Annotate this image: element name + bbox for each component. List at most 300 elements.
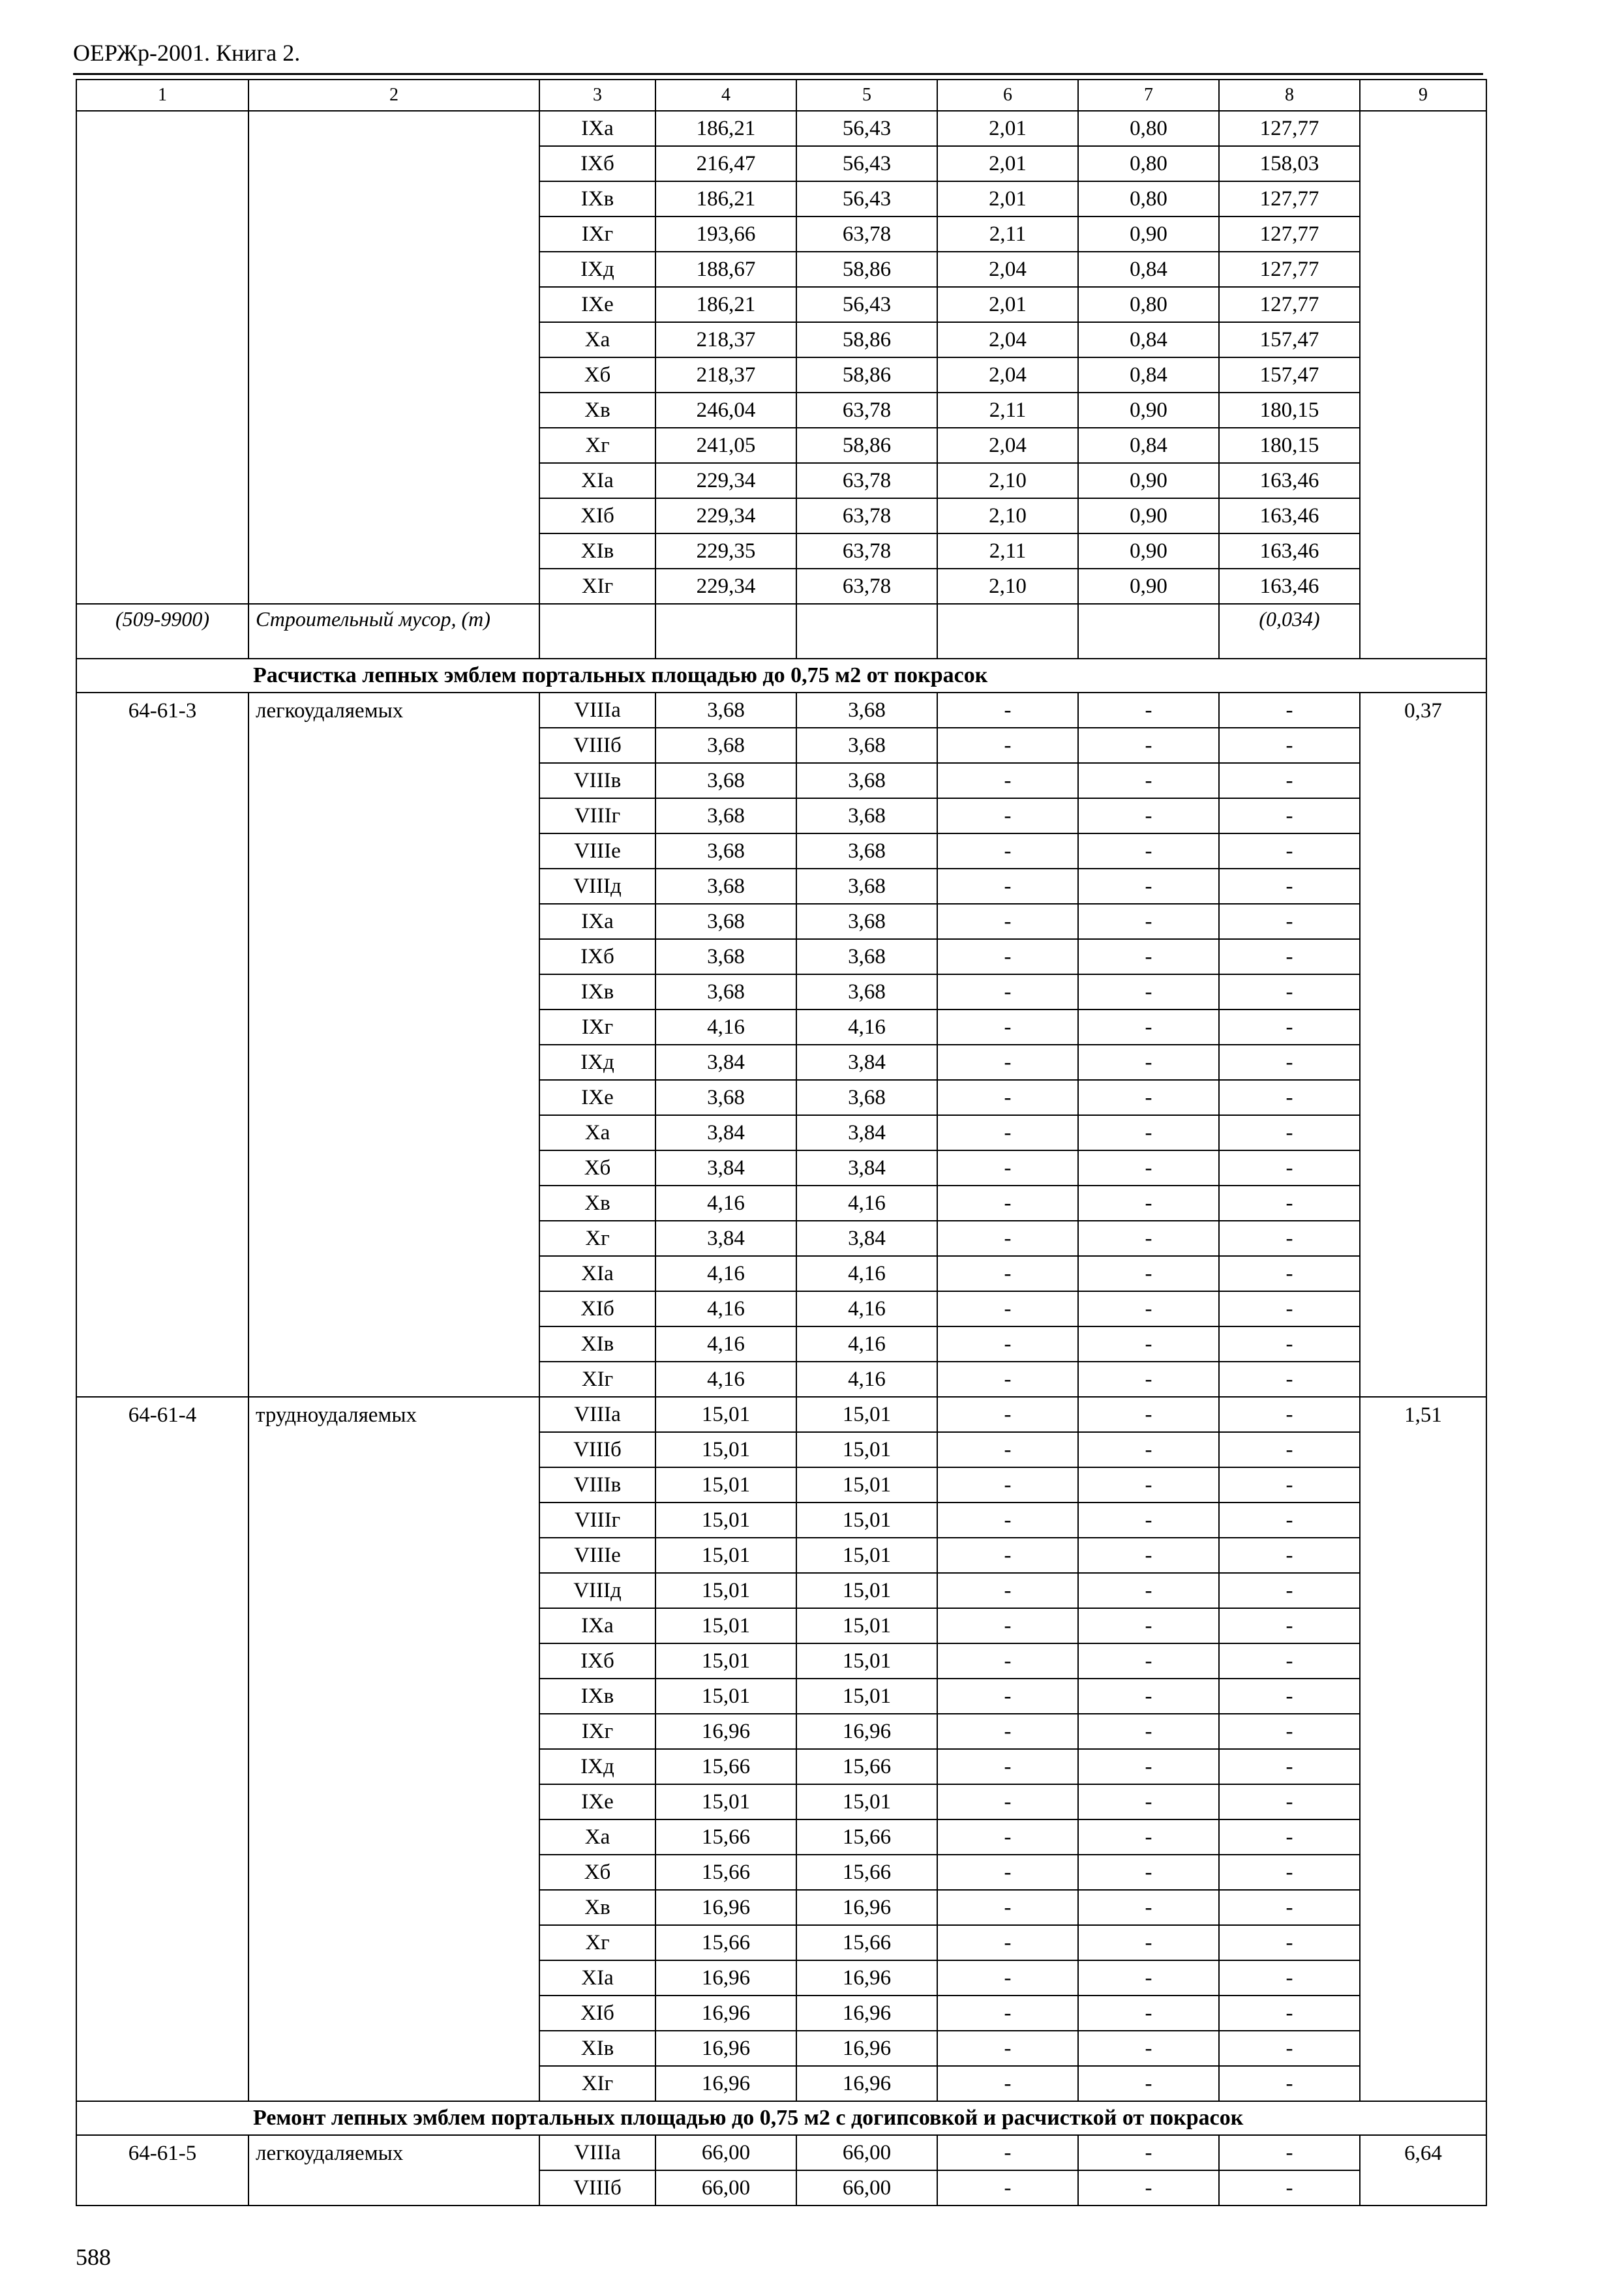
cell-direct-costs: 15,01 bbox=[655, 1397, 796, 1432]
cell-labor-wages: 3,68 bbox=[796, 728, 937, 763]
table-row bbox=[76, 693, 1486, 728]
cell-labor-wages: 4,16 bbox=[796, 1326, 937, 1362]
cell-materials: - bbox=[1219, 833, 1360, 869]
cell-materials: - bbox=[1219, 2031, 1360, 2066]
cell-machinist-wages: - bbox=[1078, 1326, 1219, 1362]
cell-labor-wages: 15,01 bbox=[796, 1538, 937, 1573]
cell-machine-operation: 2,04 bbox=[937, 252, 1078, 287]
cell-direct-costs: 229,34 bbox=[655, 463, 796, 498]
cell-region-class: IXд bbox=[539, 1749, 655, 1784]
column-number: 8 bbox=[1219, 80, 1360, 111]
cell-direct-costs: 229,34 bbox=[655, 569, 796, 604]
column-number: 1 bbox=[76, 80, 248, 111]
cell-direct-costs: 3,68 bbox=[655, 833, 796, 869]
cell-materials: - bbox=[1219, 1291, 1360, 1326]
cell-materials: - bbox=[1219, 1362, 1360, 1397]
cell-materials: - bbox=[1219, 939, 1360, 974]
cell-direct-costs: 3,84 bbox=[655, 1115, 796, 1150]
cell-labor-wages: 63,78 bbox=[796, 533, 937, 569]
cell-materials: - bbox=[1219, 1115, 1360, 1150]
cell-direct-costs: 246,04 bbox=[655, 393, 796, 428]
waste-row bbox=[76, 604, 1486, 659]
cell-labor-wages: 58,86 bbox=[796, 252, 937, 287]
cell-region-class: IXа bbox=[539, 1608, 655, 1643]
cell-machinist-wages: - bbox=[1078, 1608, 1219, 1643]
cell-labor-wages: 66,00 bbox=[796, 2135, 937, 2170]
column-number: 2 bbox=[248, 80, 539, 111]
cell-machine-operation: - bbox=[937, 1996, 1078, 2031]
cell-direct-costs: 3,84 bbox=[655, 1150, 796, 1186]
cell-region-class: XIб bbox=[539, 1291, 655, 1326]
cell-region-class: Xб bbox=[539, 357, 655, 393]
cell-machinist-wages: - bbox=[1078, 2135, 1219, 2170]
cell-materials: - bbox=[1219, 1150, 1360, 1186]
cell-machine-operation: - bbox=[937, 1749, 1078, 1784]
cell-labor-wages: 15,66 bbox=[796, 1855, 937, 1890]
cell-machinist-wages: - bbox=[1078, 904, 1219, 939]
cell-machinist-wages: - bbox=[1078, 1256, 1219, 1291]
cell-labor-wages: 15,01 bbox=[796, 1784, 937, 1819]
cell-machine-operation: - bbox=[937, 2170, 1078, 2206]
cell-machinist-wages: 0,84 bbox=[1078, 252, 1219, 287]
cell-materials: - bbox=[1219, 1643, 1360, 1679]
cell-region-class: XIа bbox=[539, 1960, 655, 1996]
cell-machine-operation: 2,01 bbox=[937, 111, 1078, 146]
cell-labor-wages: 15,01 bbox=[796, 1573, 937, 1608]
cell-direct-costs: 3,68 bbox=[655, 728, 796, 763]
cell-direct-costs: 229,34 bbox=[655, 498, 796, 533]
cell-labor-wages: 4,16 bbox=[796, 1010, 937, 1045]
cell-region-class: XIв bbox=[539, 1326, 655, 1362]
cell-region-class: XIг bbox=[539, 1362, 655, 1397]
cell-direct-costs: 16,96 bbox=[655, 2066, 796, 2101]
cell-region-class: IXд bbox=[539, 1045, 655, 1080]
norms-table-container bbox=[76, 79, 1486, 2206]
cell-labor-wages: 15,66 bbox=[796, 1819, 937, 1855]
empty-cell bbox=[937, 604, 1078, 659]
cell-machine-operation: - bbox=[937, 1643, 1078, 1679]
cell-labor-wages: 15,01 bbox=[796, 1679, 937, 1714]
cell-machine-operation: - bbox=[937, 1010, 1078, 1045]
cell-region-class: VIIIе bbox=[539, 1538, 655, 1573]
column-number: 7 bbox=[1078, 80, 1219, 111]
cell-labor-wages: 3,68 bbox=[796, 974, 937, 1010]
cell-region-class: VIIIг bbox=[539, 1503, 655, 1538]
cell-machine-operation: - bbox=[937, 1397, 1078, 1432]
cell-machine-operation: - bbox=[937, 974, 1078, 1010]
cell-labor-wages: 56,43 bbox=[796, 146, 937, 181]
cell-machine-operation: 2,10 bbox=[937, 569, 1078, 604]
cell-machinist-wages: - bbox=[1078, 2066, 1219, 2101]
cell-materials: 127,77 bbox=[1219, 217, 1360, 252]
cell-machinist-wages: - bbox=[1078, 1643, 1219, 1679]
cell-materials: 157,47 bbox=[1219, 357, 1360, 393]
cell-machinist-wages: - bbox=[1078, 939, 1219, 974]
column-number-row bbox=[76, 80, 1486, 111]
cell-materials: - bbox=[1219, 1467, 1360, 1503]
empty-cell bbox=[1078, 604, 1219, 659]
cell-code bbox=[76, 111, 248, 604]
cell-region-class: VIIIе bbox=[539, 833, 655, 869]
cell-machine-operation: - bbox=[937, 1467, 1078, 1503]
cell-region-class: IXд bbox=[539, 252, 655, 287]
cell-labor-wages: 3,68 bbox=[796, 798, 937, 833]
cell-direct-costs: 15,01 bbox=[655, 1503, 796, 1538]
cell-materials: 163,46 bbox=[1219, 533, 1360, 569]
cell-materials: - bbox=[1219, 1432, 1360, 1467]
cell-labor-wages: 4,16 bbox=[796, 1362, 937, 1397]
cell-labor-wages: 58,86 bbox=[796, 322, 937, 357]
cell-labor-wages: 63,78 bbox=[796, 217, 937, 252]
cell-machine-operation: - bbox=[937, 1679, 1078, 1714]
cell-materials: - bbox=[1219, 1608, 1360, 1643]
cell-machinist-wages: - bbox=[1078, 1538, 1219, 1573]
cell-machinist-wages: - bbox=[1078, 728, 1219, 763]
cell-direct-costs: 3,68 bbox=[655, 869, 796, 904]
cell-direct-costs: 4,16 bbox=[655, 1256, 796, 1291]
cell-direct-costs: 4,16 bbox=[655, 1362, 796, 1397]
cell-direct-costs: 218,37 bbox=[655, 357, 796, 393]
cell-materials: - bbox=[1219, 1784, 1360, 1819]
cell-machine-operation: - bbox=[937, 1221, 1078, 1256]
cell-materials: - bbox=[1219, 1749, 1360, 1784]
page-number: 588 bbox=[76, 2244, 111, 2270]
cell-machine-operation: - bbox=[937, 869, 1078, 904]
cell-machine-operation: - bbox=[937, 833, 1078, 869]
column-number: 4 bbox=[655, 80, 796, 111]
cell-machinist-wages: 0,80 bbox=[1078, 181, 1219, 217]
cell-machinist-wages: - bbox=[1078, 1115, 1219, 1150]
cell-materials: - bbox=[1219, 1186, 1360, 1221]
cell-region-class: IXг bbox=[539, 1714, 655, 1749]
cell-region-class: IXб bbox=[539, 146, 655, 181]
cell-materials: - bbox=[1219, 693, 1360, 728]
cell-region-class: XIб bbox=[539, 498, 655, 533]
cell-labor-wages: 3,84 bbox=[796, 1221, 937, 1256]
cell-labor-wages: 15,01 bbox=[796, 1467, 937, 1503]
cell-machinist-wages: - bbox=[1078, 1573, 1219, 1608]
cell-materials: - bbox=[1219, 1538, 1360, 1573]
cell-materials: - bbox=[1219, 1045, 1360, 1080]
cell-direct-costs: 15,66 bbox=[655, 1749, 796, 1784]
cell-labor-wages: 15,66 bbox=[796, 1749, 937, 1784]
cell-machinist-wages: - bbox=[1078, 1150, 1219, 1186]
cell-region-class: XIг bbox=[539, 2066, 655, 2101]
cell-direct-costs: 16,96 bbox=[655, 1890, 796, 1925]
cell-machine-operation: - bbox=[937, 1080, 1078, 1115]
empty-cell bbox=[655, 604, 796, 659]
cell-materials: - bbox=[1219, 763, 1360, 798]
cell-machine-operation: - bbox=[937, 1256, 1078, 1291]
cell-labor-wages: 16,96 bbox=[796, 1890, 937, 1925]
cell-machine-operation: 2,04 bbox=[937, 322, 1078, 357]
cell-name: трудноудаляемых bbox=[248, 1397, 539, 2101]
cell-region-class: VIIIа bbox=[539, 1397, 655, 1432]
cell-region-class: IXв bbox=[539, 1679, 655, 1714]
cell-direct-costs: 229,35 bbox=[655, 533, 796, 569]
cell-col9: 6,64 bbox=[1360, 2135, 1486, 2206]
cell-labor-wages: 3,84 bbox=[796, 1115, 937, 1150]
cell-labor-wages: 3,68 bbox=[796, 869, 937, 904]
cell-region-class: VIIIв bbox=[539, 1467, 655, 1503]
cell-machine-operation: - bbox=[937, 1819, 1078, 1855]
cell-materials: - bbox=[1219, 2135, 1360, 2170]
cell-machinist-wages: - bbox=[1078, 1996, 1219, 2031]
cell-machine-operation: - bbox=[937, 1291, 1078, 1326]
cell-machine-operation: 2,11 bbox=[937, 533, 1078, 569]
section-title: Расчистка лепных эмблем портальных площадью до 0,75 м2 от покрасок bbox=[76, 659, 1486, 693]
cell-region-class: Xа bbox=[539, 1819, 655, 1855]
cell-direct-costs: 66,00 bbox=[655, 2170, 796, 2206]
cell-region-class: VIIIв bbox=[539, 763, 655, 798]
cell-machine-operation: - bbox=[937, 2066, 1078, 2101]
cell-machine-operation: - bbox=[937, 1326, 1078, 1362]
cell-materials: 127,77 bbox=[1219, 287, 1360, 322]
cell-machine-operation: - bbox=[937, 1960, 1078, 1996]
cell-machinist-wages: - bbox=[1078, 1362, 1219, 1397]
cell-machinist-wages: - bbox=[1078, 1503, 1219, 1538]
cell-direct-costs: 3,68 bbox=[655, 1080, 796, 1115]
cell-region-class: Xв bbox=[539, 1890, 655, 1925]
cell-machine-operation: 2,10 bbox=[937, 498, 1078, 533]
cell-labor-wages: 56,43 bbox=[796, 287, 937, 322]
cell-region-class: IXе bbox=[539, 1784, 655, 1819]
cell-materials: - bbox=[1219, 1925, 1360, 1960]
cell-region-class: IXа bbox=[539, 904, 655, 939]
cell-machinist-wages: - bbox=[1078, 1186, 1219, 1221]
cell-machine-operation: - bbox=[937, 1890, 1078, 1925]
section-title-row bbox=[76, 2101, 1486, 2135]
cell-region-class: VIIIд bbox=[539, 1573, 655, 1608]
table-row bbox=[76, 1397, 1486, 1432]
cell-direct-costs: 15,66 bbox=[655, 1925, 796, 1960]
cell-machinist-wages: 0,90 bbox=[1078, 533, 1219, 569]
cell-materials: - bbox=[1219, 1503, 1360, 1538]
table-row bbox=[76, 2135, 1486, 2170]
cell-machinist-wages: - bbox=[1078, 1890, 1219, 1925]
cell-machinist-wages: - bbox=[1078, 2031, 1219, 2066]
table-body bbox=[76, 80, 1486, 2206]
cell-direct-costs: 15,01 bbox=[655, 1643, 796, 1679]
cell-machine-operation: - bbox=[937, 763, 1078, 798]
cell-machinist-wages: 0,80 bbox=[1078, 146, 1219, 181]
cell-labor-wages: 58,86 bbox=[796, 357, 937, 393]
cell-region-class: VIIIд bbox=[539, 869, 655, 904]
cell-region-class: VIIIб bbox=[539, 728, 655, 763]
cell-machinist-wages: 0,90 bbox=[1078, 498, 1219, 533]
cell-materials: - bbox=[1219, 1679, 1360, 1714]
cell-materials: 180,15 bbox=[1219, 393, 1360, 428]
cell-labor-wages: 3,68 bbox=[796, 763, 937, 798]
cell-machinist-wages: - bbox=[1078, 2170, 1219, 2206]
cell-labor-wages: 58,86 bbox=[796, 428, 937, 463]
cell-region-class: XIг bbox=[539, 569, 655, 604]
cell-machine-operation: - bbox=[937, 904, 1078, 939]
cell-direct-costs: 15,66 bbox=[655, 1819, 796, 1855]
cell-machine-operation: - bbox=[937, 798, 1078, 833]
cell-materials: 163,46 bbox=[1219, 463, 1360, 498]
cell-machinist-wages: - bbox=[1078, 1749, 1219, 1784]
cell-col9 bbox=[1360, 111, 1486, 659]
cell-machinist-wages: - bbox=[1078, 974, 1219, 1010]
cell-direct-costs: 186,21 bbox=[655, 287, 796, 322]
cell-machinist-wages: 0,80 bbox=[1078, 287, 1219, 322]
cell-machine-operation: 2,04 bbox=[937, 357, 1078, 393]
cell-direct-costs: 16,96 bbox=[655, 2031, 796, 2066]
cell-direct-costs: 4,16 bbox=[655, 1291, 796, 1326]
cell-direct-costs: 188,67 bbox=[655, 252, 796, 287]
cell-region-class: IXе bbox=[539, 287, 655, 322]
cell-labor-wages: 15,66 bbox=[796, 1925, 937, 1960]
cell-labor-wages: 4,16 bbox=[796, 1291, 937, 1326]
cell-direct-costs: 3,68 bbox=[655, 763, 796, 798]
cell-machine-operation: - bbox=[937, 1186, 1078, 1221]
cell-materials: - bbox=[1219, 1960, 1360, 1996]
cell-region-class: IXв bbox=[539, 974, 655, 1010]
cell-machine-operation: 2,11 bbox=[937, 393, 1078, 428]
cell-materials: - bbox=[1219, 728, 1360, 763]
cell-machinist-wages: - bbox=[1078, 1925, 1219, 1960]
cell-direct-costs: 15,66 bbox=[655, 1855, 796, 1890]
cell-code: 64-61-3 bbox=[76, 693, 248, 1397]
cell-machine-operation: 2,01 bbox=[937, 146, 1078, 181]
cell-labor-wages: 63,78 bbox=[796, 569, 937, 604]
cell-region-class: Xв bbox=[539, 393, 655, 428]
cell-labor-wages: 3,84 bbox=[796, 1045, 937, 1080]
cell-region-class: IXе bbox=[539, 1080, 655, 1115]
waste-value: (0,034) bbox=[1219, 604, 1360, 659]
cell-region-class: IXг bbox=[539, 1010, 655, 1045]
cell-machinist-wages: - bbox=[1078, 763, 1219, 798]
cell-machine-operation: - bbox=[937, 693, 1078, 728]
cell-direct-costs: 15,01 bbox=[655, 1573, 796, 1608]
cell-machinist-wages: - bbox=[1078, 1467, 1219, 1503]
cell-direct-costs: 15,01 bbox=[655, 1467, 796, 1503]
cell-machinist-wages: 0,84 bbox=[1078, 428, 1219, 463]
cell-region-class: VIIIа bbox=[539, 2135, 655, 2170]
cell-labor-wages: 15,01 bbox=[796, 1397, 937, 1432]
cell-region-class: IXг bbox=[539, 217, 655, 252]
cell-code: 64-61-4 bbox=[76, 1397, 248, 2101]
cell-labor-wages: 3,84 bbox=[796, 1150, 937, 1186]
cell-materials: 163,46 bbox=[1219, 498, 1360, 533]
cell-col9: 1,51 bbox=[1360, 1397, 1486, 2101]
cell-direct-costs: 3,84 bbox=[655, 1221, 796, 1256]
cell-region-class: Xг bbox=[539, 1925, 655, 1960]
cell-region-class: VIIIб bbox=[539, 1432, 655, 1467]
cell-direct-costs: 218,37 bbox=[655, 322, 796, 357]
cell-machinist-wages: 0,90 bbox=[1078, 393, 1219, 428]
cell-machine-operation: - bbox=[937, 939, 1078, 974]
cell-materials: 127,77 bbox=[1219, 111, 1360, 146]
cell-direct-costs: 15,01 bbox=[655, 1432, 796, 1467]
cell-region-class: Xг bbox=[539, 428, 655, 463]
cell-direct-costs: 4,16 bbox=[655, 1010, 796, 1045]
cell-direct-costs: 3,84 bbox=[655, 1045, 796, 1080]
cell-direct-costs: 16,96 bbox=[655, 1714, 796, 1749]
cell-machinist-wages: - bbox=[1078, 1045, 1219, 1080]
cell-machinist-wages: 0,90 bbox=[1078, 569, 1219, 604]
column-number: 9 bbox=[1360, 80, 1486, 111]
cell-region-class: XIб bbox=[539, 1996, 655, 2031]
cell-machinist-wages: 0,84 bbox=[1078, 322, 1219, 357]
cell-name: легкоудаляемых bbox=[248, 693, 539, 1397]
cell-machine-operation: - bbox=[937, 1045, 1078, 1080]
cell-col9: 0,37 bbox=[1360, 693, 1486, 1397]
cell-machine-operation: - bbox=[937, 2135, 1078, 2170]
cell-materials: - bbox=[1219, 1819, 1360, 1855]
cell-machine-operation: - bbox=[937, 1573, 1078, 1608]
cell-machinist-wages: - bbox=[1078, 1221, 1219, 1256]
cell-direct-costs: 3,68 bbox=[655, 693, 796, 728]
cell-region-class: IXб bbox=[539, 1643, 655, 1679]
cell-materials: 127,77 bbox=[1219, 181, 1360, 217]
cell-region-class: Xг bbox=[539, 1221, 655, 1256]
cell-region-class: Xб bbox=[539, 1855, 655, 1890]
cell-labor-wages: 63,78 bbox=[796, 393, 937, 428]
cell-machinist-wages: - bbox=[1078, 1714, 1219, 1749]
cell-machinist-wages: - bbox=[1078, 1960, 1219, 1996]
cell-materials: - bbox=[1219, 798, 1360, 833]
table-row bbox=[76, 111, 1486, 146]
cell-direct-costs: 15,01 bbox=[655, 1608, 796, 1643]
cell-labor-wages: 16,96 bbox=[796, 2031, 937, 2066]
norms-table bbox=[76, 79, 1487, 2206]
cell-machine-operation: - bbox=[937, 1925, 1078, 1960]
cell-materials: - bbox=[1219, 1256, 1360, 1291]
cell-machinist-wages: - bbox=[1078, 1397, 1219, 1432]
cell-machine-operation: - bbox=[937, 1115, 1078, 1150]
cell-region-class: Xб bbox=[539, 1150, 655, 1186]
cell-labor-wages: 15,01 bbox=[796, 1503, 937, 1538]
cell-materials: - bbox=[1219, 1397, 1360, 1432]
cell-direct-costs: 66,00 bbox=[655, 2135, 796, 2170]
cell-materials: 157,47 bbox=[1219, 322, 1360, 357]
cell-materials: - bbox=[1219, 1890, 1360, 1925]
cell-direct-costs: 186,21 bbox=[655, 181, 796, 217]
waste-name: Строительный мусор, (т) bbox=[248, 604, 539, 659]
cell-name: легкоудаляемых bbox=[248, 2135, 539, 2206]
section-title-row bbox=[76, 659, 1486, 693]
cell-machine-operation: - bbox=[937, 1855, 1078, 1890]
cell-materials: 127,77 bbox=[1219, 252, 1360, 287]
cell-machine-operation: - bbox=[937, 728, 1078, 763]
cell-machine-operation: - bbox=[937, 1784, 1078, 1819]
cell-machine-operation: 2,10 bbox=[937, 463, 1078, 498]
cell-labor-wages: 63,78 bbox=[796, 463, 937, 498]
cell-labor-wages: 66,00 bbox=[796, 2170, 937, 2206]
cell-direct-costs: 216,47 bbox=[655, 146, 796, 181]
cell-labor-wages: 3,68 bbox=[796, 904, 937, 939]
cell-machinist-wages: - bbox=[1078, 1080, 1219, 1115]
cell-region-class: VIIIг bbox=[539, 798, 655, 833]
cell-direct-costs: 15,01 bbox=[655, 1784, 796, 1819]
cell-machine-operation: - bbox=[937, 1714, 1078, 1749]
cell-materials: 180,15 bbox=[1219, 428, 1360, 463]
cell-region-class: Xв bbox=[539, 1186, 655, 1221]
empty-cell bbox=[539, 604, 655, 659]
cell-materials: - bbox=[1219, 1855, 1360, 1890]
cell-labor-wages: 16,96 bbox=[796, 1960, 937, 1996]
cell-direct-costs: 15,01 bbox=[655, 1679, 796, 1714]
cell-machinist-wages: - bbox=[1078, 869, 1219, 904]
cell-materials: - bbox=[1219, 869, 1360, 904]
cell-machinist-wages: - bbox=[1078, 798, 1219, 833]
cell-machine-operation: - bbox=[937, 1362, 1078, 1397]
cell-labor-wages: 56,43 bbox=[796, 181, 937, 217]
cell-labor-wages: 15,01 bbox=[796, 1608, 937, 1643]
cell-machine-operation: - bbox=[937, 1538, 1078, 1573]
